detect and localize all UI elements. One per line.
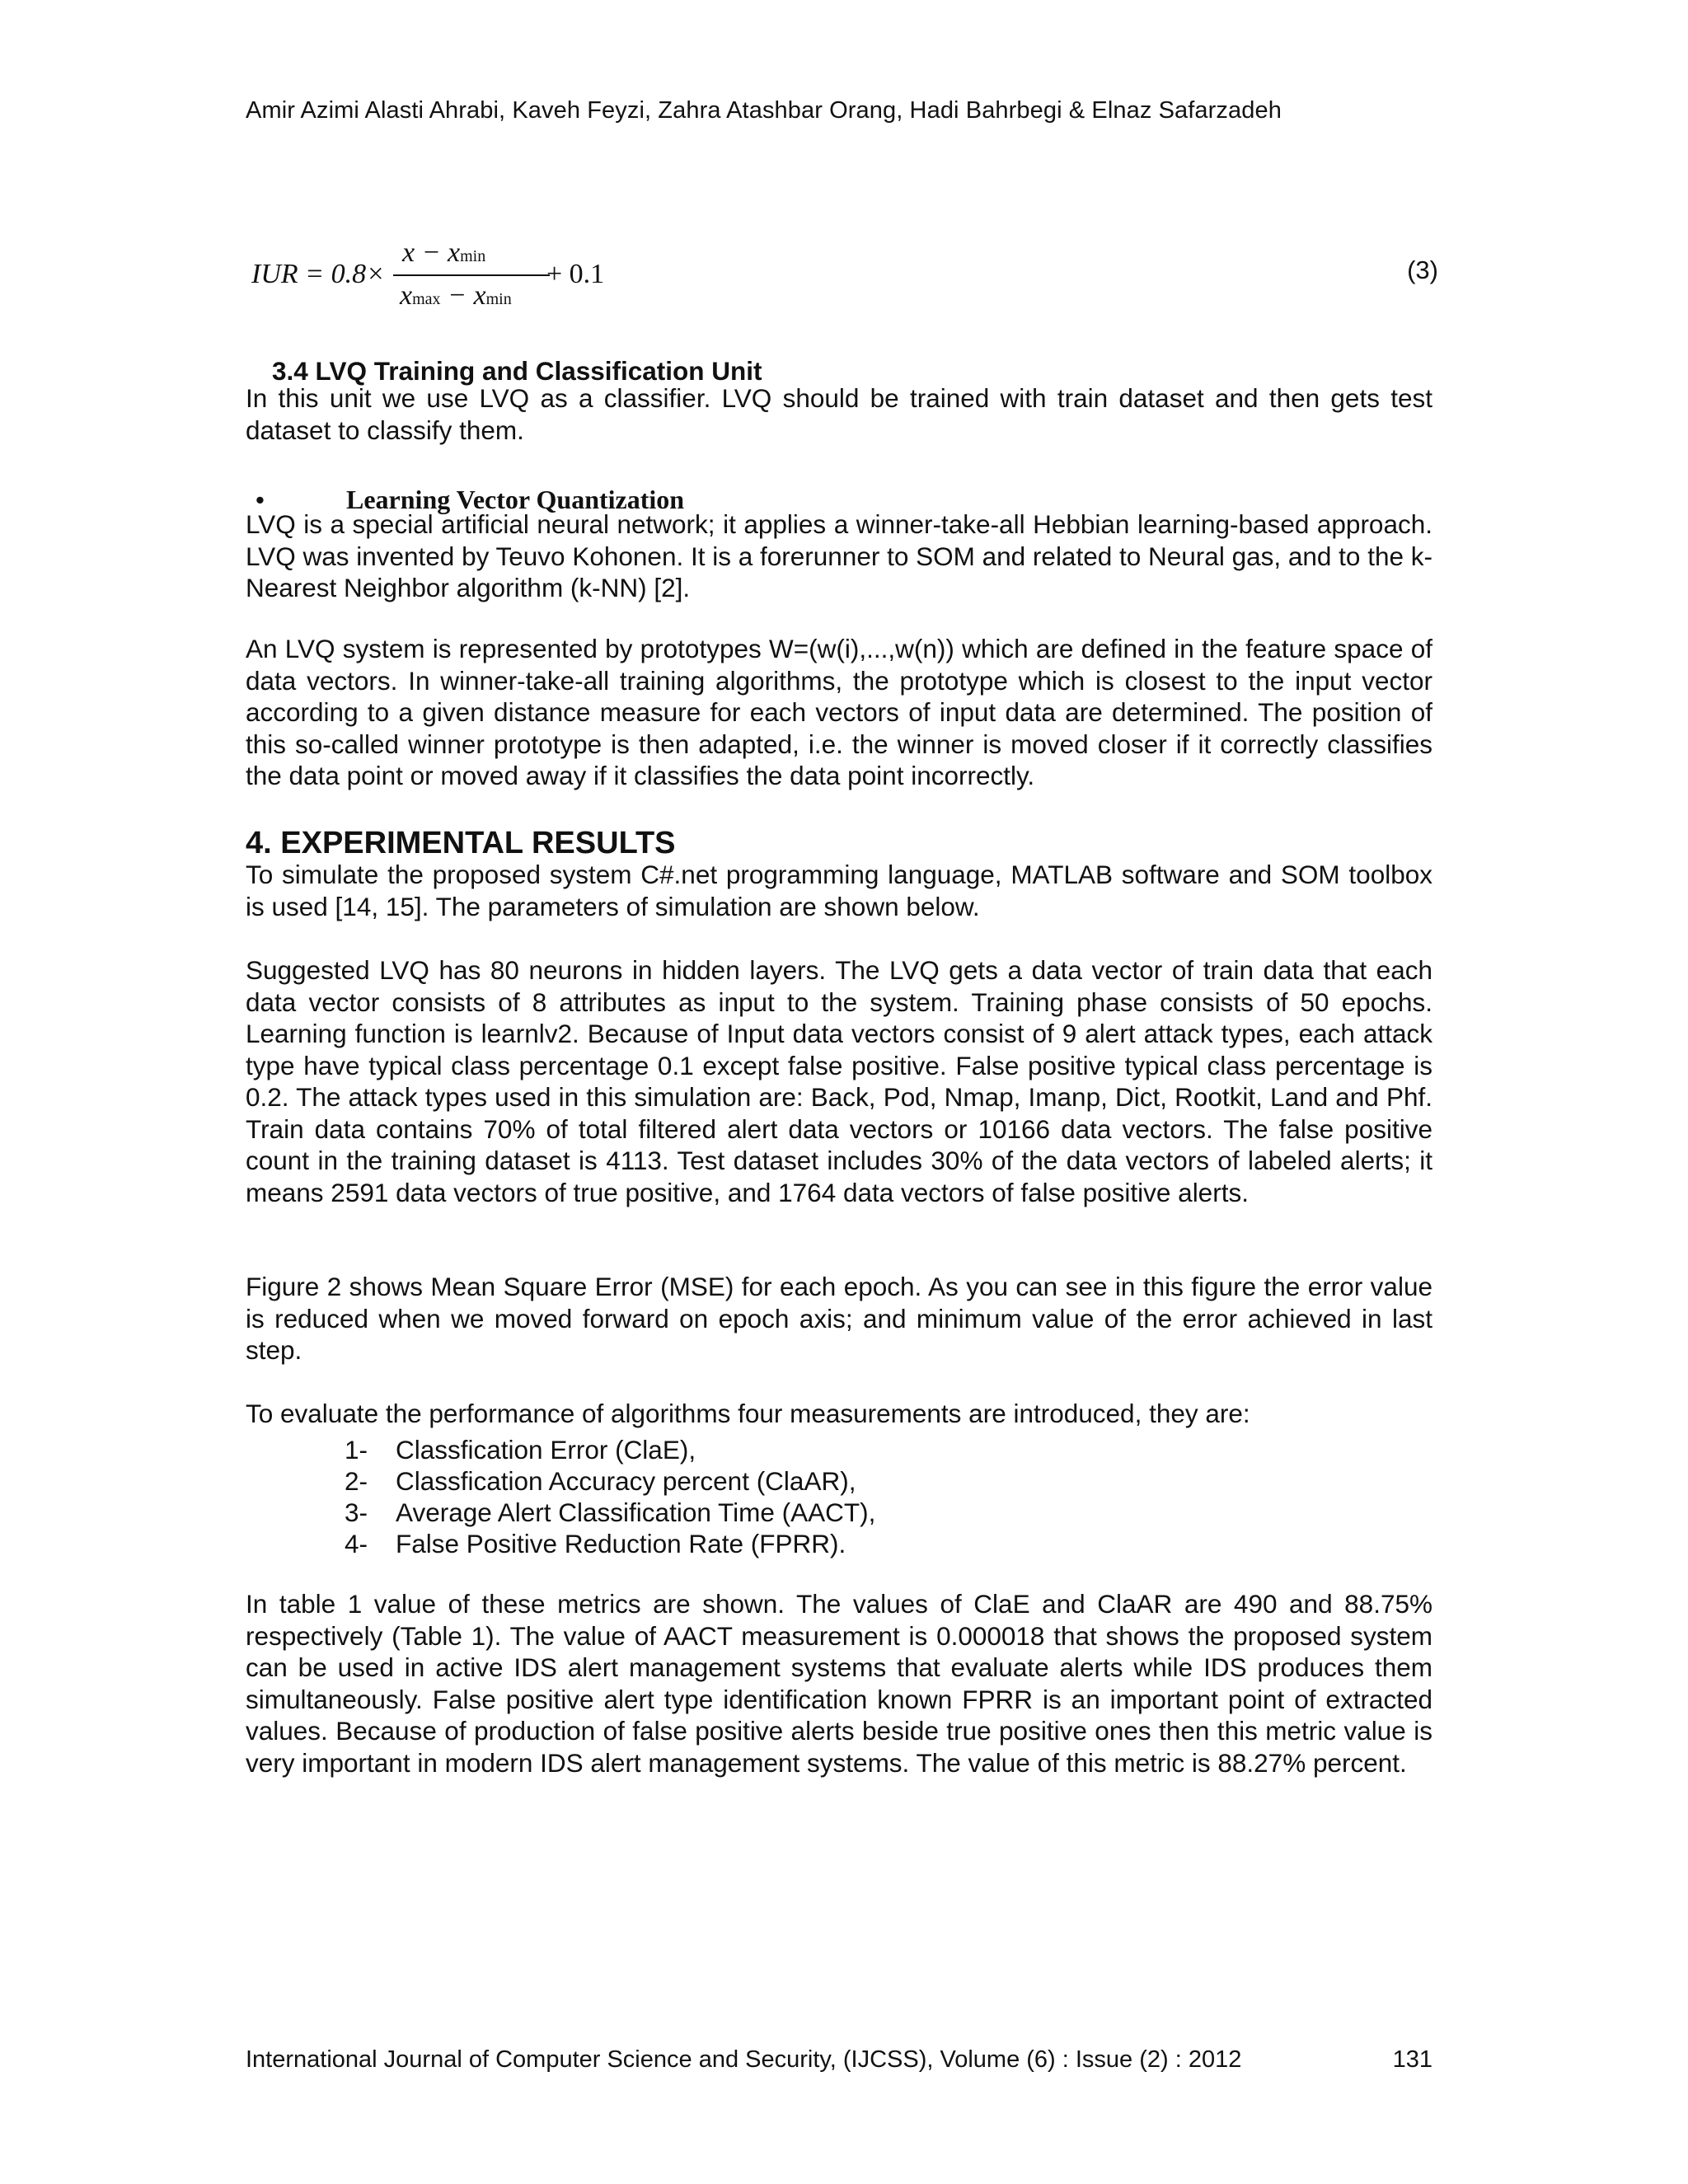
paragraph: An LVQ system is represented by prototypes W=(w(i),...,w(n)) which are defined in the feature space of data vectors. In winner-take-all training algorithms, the prototype which is closest to the input vector according to a given distance measure for each vectors of input data are determined. The position of this so-called winner prototype is then adapted, i.e. the winner is moved closer if it correctly classifies the data point or moved away if it classifies the data point incorrectly. — [246, 634, 1432, 790]
results-paragraph-4 — [246, 1398, 1432, 1430]
equation-denominator: xmax − xmin — [400, 280, 512, 311]
paragraph: Figure 2 shows Mean Square Error (MSE) for each epoch. As you can see in this figure the error value is reduced when we moved forward on epoch axis; and minimum value of the error achieved in last step. — [246, 1272, 1432, 1365]
list-item: 2- Classfication Accuracy percent (ClaAR), — [345, 1466, 856, 1496]
page-footer — [246, 2046, 1432, 2074]
paragraph: To simulate the proposed system C#.net programming language, MATLAB software and SOM toolbox is used [14, 15]. The parameters of simulation are shown below. — [246, 860, 1432, 921]
running-header: Amir Azimi Alasti Ahrabi, Kaveh Feyzi, Zahra Atashbar Orang, Hadi Bahrbegi & Elnaz Safarzadeh — [246, 97, 1282, 124]
journal-citation: International Journal of Computer Science and Security, (IJCSS), Volume (6) : Issue (2) : 2012 — [246, 2046, 1242, 2073]
lvq-paragraph-2 — [246, 633, 1432, 792]
bullet-title: Learning Vector Quantization — [346, 485, 685, 514]
metrics-list — [345, 1434, 875, 1559]
equation-rhs: + 0.1 — [546, 259, 605, 289]
page-number: 131 — [1392, 2046, 1432, 2073]
equation-3 — [251, 237, 1438, 328]
results-paragraph-1 — [246, 859, 1432, 922]
list-item: 3- Average Alert Classification Time (AACT), — [345, 1497, 876, 1527]
equation-number: (3) — [1407, 255, 1438, 284]
list-item: 1- Classfication Error (ClaE), — [345, 1435, 696, 1465]
equation-lhs: IUR = 0.8× — [251, 259, 386, 289]
section-heading-3-4: 3.4 LVQ Training and Classification Unit — [272, 356, 762, 386]
paragraph: To evaluate the performance of algorithms four measurements are introduced, they are: — [246, 1399, 1250, 1428]
paragraph: In this unit we use LVQ as a classifier. LVQ should be trained with train dataset and then gets test dataset to classify them. — [246, 383, 1432, 445]
equation-numerator: x − xmin — [402, 237, 486, 268]
lvq-paragraph-1 — [246, 509, 1432, 604]
bullet-icon: • — [256, 485, 265, 514]
paragraph: In table 1 value of these metrics are shown. The values of ClaE and ClaAR are 490 and 88.75% respectively (Table 1). The value of AACT measurement is 0.000018 that shows the proposed system can be used in active IDS alert management systems that evaluate alerts while IDS produces them simultaneously. False positive alert type identification known FPRR is an important point of extracted values. Because of production of false positive alerts beside true positive ones then this metric value is very important in modern IDS alert management systems. The value of this metric is 88.27% percent. — [246, 1589, 1432, 1778]
list-item: 4- False Positive Reduction Rate (FPRR). — [345, 1529, 846, 1558]
paragraph: Suggested LVQ has 80 neurons in hidden layers. The LVQ gets a data vector of train data that each data vector consists of 8 attributes as input to the system. Training phase consists of 50 epochs. Learning function is learnlv2. Because of Input data vectors consist of 9 alert attack types, each attack type have typical class percentage 0.1 except false positive. False positive typical class percentage is 0.2. The attack types used in this simulation are: Back, Pod, Nmap, Imanp, Dict, Rootkit, Land and Phf. Train data contains 70% of total filtered alert data vectors or 10166 data vectors. The false positive count in the training dataset is 4113. Test dataset includes 30% of the data vectors of labeled alerts; it means 2591 data vectors of true positive, and 1764 data vectors of false positive alerts. — [246, 955, 1432, 1207]
paragraph: LVQ is a special artificial neural network; it applies a winner-take-all Hebbian learning-based approach. LVQ was invented by Teuvo Kohonen. It is a forerunner to SOM and related to Neural gas, and to the k-Nearest Neighbor algorithm (k-NN) [2]. — [246, 509, 1432, 602]
section-3-4-intro — [246, 382, 1432, 446]
results-paragraph-3 — [246, 1271, 1432, 1366]
section-heading-4: 4. EXPERIMENTAL RESULTS — [246, 826, 676, 860]
fraction-bar — [393, 274, 550, 276]
results-paragraph-2 — [246, 954, 1432, 1208]
results-paragraph-5 — [246, 1588, 1432, 1779]
